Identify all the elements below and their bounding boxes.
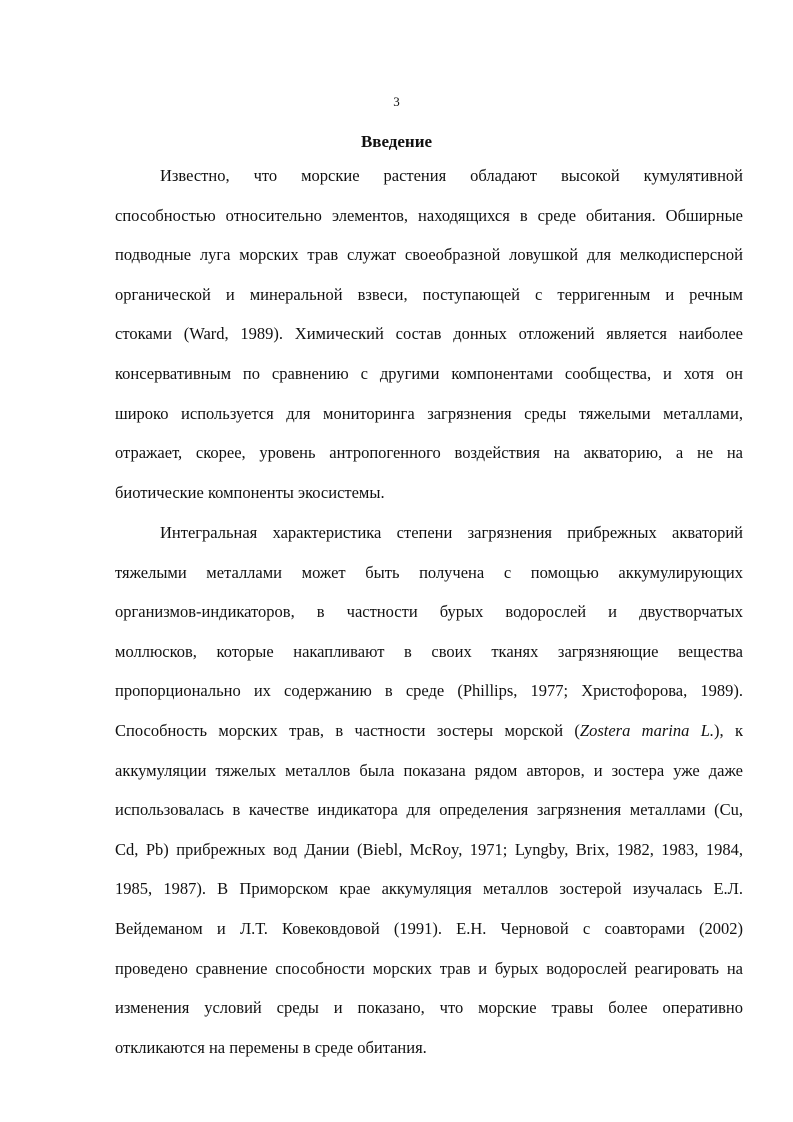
page-title: Введение: [360, 132, 433, 151]
page-number: 3: [393, 94, 400, 109]
paragraph-line: органической и минеральной взвеси, поступающей с терригенным и речным: [115, 284, 743, 304]
paragraph-line: изменения условий среды и показано, что морские травы более оперативно: [115, 998, 743, 1018]
paragraph-line: использовалась в качестве индикатора для определения загрязнения металлами (Cu,: [115, 800, 743, 820]
paragraph-line: моллюсков, которые накапливают в своих тканях загрязняющие вещества: [115, 641, 743, 661]
paragraph-line: проведено сравнение способности морских трав и бурых водорослей реагировать на: [115, 958, 743, 978]
paragraph-1: [115, 156, 743, 512]
paragraph-line: Интегральная характеристика степени загрязнения прибрежных акваторий: [160, 523, 743, 542]
paragraph-line: подводные луга морских трав служат своеобразной ловушкой для мелкодисперсной: [115, 245, 743, 265]
paragraph-line: Cd, Pb) прибрежных вод Дании (Biebl, McRoy, 1971; Lyngby, Brix, 1982, 1983, 1984,: [115, 839, 743, 859]
line-text: Способность морских трав, в частности зостеры морской (: [115, 720, 580, 740]
paragraph-line: биотические компоненты экосистемы.: [115, 482, 385, 502]
paragraph-2: [115, 513, 743, 1067]
paragraph-line: Известно, что морские растения обладают высокой кумулятивной: [160, 166, 743, 185]
paragraph-line: пропорционально их содержанию в среде (Phillips, 1977; Христофорова, 1989).: [115, 681, 743, 701]
species-name: Zostera marina L.: [579, 720, 715, 740]
paragraph-line: способностью относительно элементов, находящихся в среде обитания. Обширные: [115, 205, 743, 225]
paragraph-line: откликаются на перемены в среде обитания.: [115, 1037, 427, 1057]
paragraph-line-species: [115, 711, 743, 751]
line-tail: ), к: [714, 720, 743, 740]
paragraph-line: отражает, скорее, уровень антропогенного воздействия на акваторию, а не на: [115, 443, 743, 463]
paragraph-line: широко используется для мониторинга загрязнения среды тяжелыми металлами,: [115, 403, 743, 423]
paragraph-line: аккумуляции тяжелых металлов была показана рядом авторов, и зостера уже даже: [115, 760, 743, 780]
paragraph-line: 1985, 1987). В Приморском крае аккумуляция металлов зостерой изучалась Е.Л.: [115, 879, 743, 899]
paragraph-line: Вейдеманом и Л.Т. Ковековдовой (1991). Е.Н. Черновой с соавторами (2002): [115, 918, 743, 938]
paragraph-line: стоками (Ward, 1989). Химический состав донных отложений является наиболее: [115, 324, 743, 344]
paragraph-line: организмов-индикаторов, в частности бурых водорослей и двустворчатых: [115, 602, 743, 622]
paragraph-line: тяжелыми металлами может быть получена с помощью аккумулирующих: [115, 562, 743, 582]
paragraph-line: консервативным по сравнению с другими компонентами сообщества, и хотя он: [115, 363, 743, 383]
